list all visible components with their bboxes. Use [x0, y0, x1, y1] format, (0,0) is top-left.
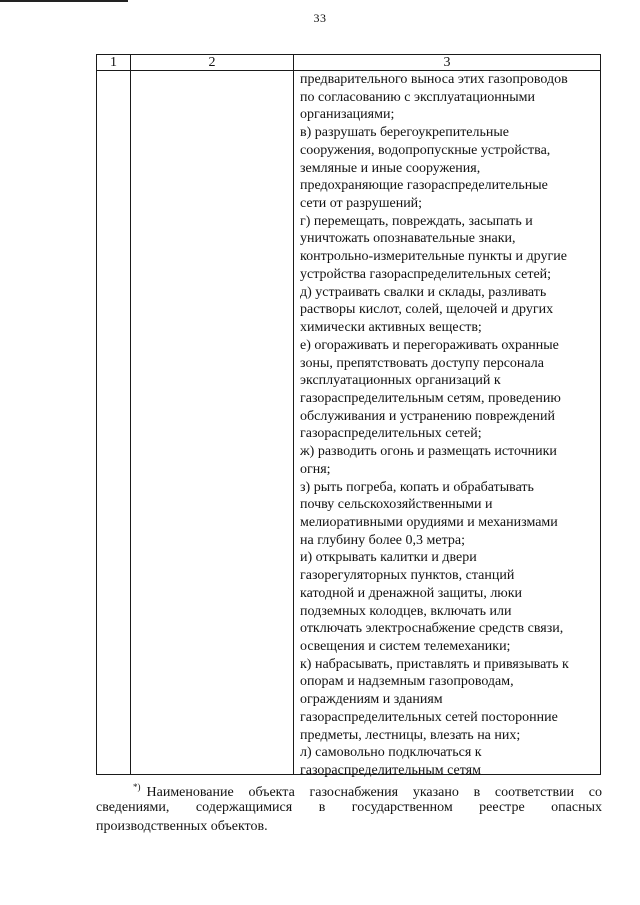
text-line: в) разрушать берегоукрепительные — [300, 125, 510, 141]
text-line: по согласованию с эксплуатационными — [300, 89, 535, 105]
text-line: подземных колодцев, включать или — [300, 603, 512, 619]
text-line: к) набрасывать, приставлять и привязывать к — [300, 656, 569, 672]
text-line: огня; — [300, 461, 331, 477]
text-line: газораспределительным сетям — [300, 763, 481, 779]
column-divider-2 — [293, 55, 294, 774]
text-line: почву сельскохозяйственными и — [300, 497, 493, 513]
text-line: з) рыть погреба, копать и обрабатывать — [300, 479, 534, 495]
text-line: л) самовольно подключаться к — [300, 745, 482, 761]
table-header-row — [97, 55, 600, 71]
footnote-line-3: производственных объектов. — [96, 819, 268, 834]
text-line: е) огораживать и перегораживать охранные — [300, 337, 559, 353]
text-line: зоны, препятствовать доступу персонала — [300, 355, 544, 371]
text-line: организациями; — [300, 107, 395, 123]
text-line: контрольно-измерительные пункты и другие — [300, 249, 567, 265]
column-divider-1 — [130, 55, 131, 774]
text-line: предварительного выноса этих газопроводов — [300, 72, 568, 87]
column-header-3: 3 — [443, 55, 451, 70]
text-line: ограждениям и зданиям — [300, 692, 443, 708]
text-line: обслуживания и устранению повреждений — [300, 408, 556, 424]
text-line: на глубину более 0,3 метра; — [300, 532, 465, 548]
text-line: мелиоративными орудиями и механизмами — [300, 514, 558, 530]
footnote-line-2: сведениями, содержащимися в государственном реестре опасных — [96, 799, 602, 815]
text-line: эксплуатационных организаций к — [300, 373, 501, 389]
footnote-text-1: Наименование объекта газоснабжения указано в соответствии со — [146, 785, 602, 800]
text-line: земляные и иные сооружения, — [300, 160, 481, 176]
text-line: отключать электроснабжение средств связи, — [300, 621, 564, 637]
text-line: химически активных веществ; — [300, 320, 482, 336]
text-line: освещения и систем телемеханики; — [300, 639, 511, 654]
column-3-text — [300, 71, 600, 780]
top-rule — [0, 0, 128, 2]
text-line: опорам и надземным газопроводам, — [300, 674, 514, 690]
text-line: газораспределительных сетей; — [300, 426, 482, 442]
text-line: сооружения, водопропускные устройства, — [300, 142, 551, 158]
column-header-2: 2 — [208, 55, 216, 70]
text-line: сети от разрушений; — [300, 196, 423, 212]
text-line: д) устраивать свалки и склады, разливать — [300, 284, 547, 300]
footnote — [96, 778, 602, 837]
document-table — [96, 54, 601, 779]
text-line: растворы кислот, солей, щелочей и других — [300, 302, 554, 318]
page-number: 33 — [313, 11, 327, 25]
footnote-line-1 — [96, 778, 602, 798]
text-line: газорегуляторных пунктов, станций — [300, 568, 515, 584]
text-line: предохраняющие газораспределительные — [300, 178, 548, 194]
text-line: и) открывать калитки и двери — [300, 550, 477, 566]
text-line: газораспределительным сетям, проведению — [300, 390, 561, 406]
text-line: ж) разводить огонь и размещать источники — [300, 444, 557, 460]
text-line: устройства газораспределительных сетей; — [300, 266, 552, 282]
text-line: уничтожать опознавательные знаки, — [300, 231, 516, 247]
text-line: газораспределительных сетей посторонние — [300, 709, 558, 725]
footnote-marker: *) — [133, 782, 141, 792]
text-line: предметы, лестницы, влезать на них; — [300, 727, 521, 743]
text-line: г) перемещать, повреждать, засыпать и — [300, 213, 533, 229]
column-header-1: 1 — [110, 55, 117, 70]
text-line: катодной и дренажной защиты, люки — [300, 585, 523, 601]
